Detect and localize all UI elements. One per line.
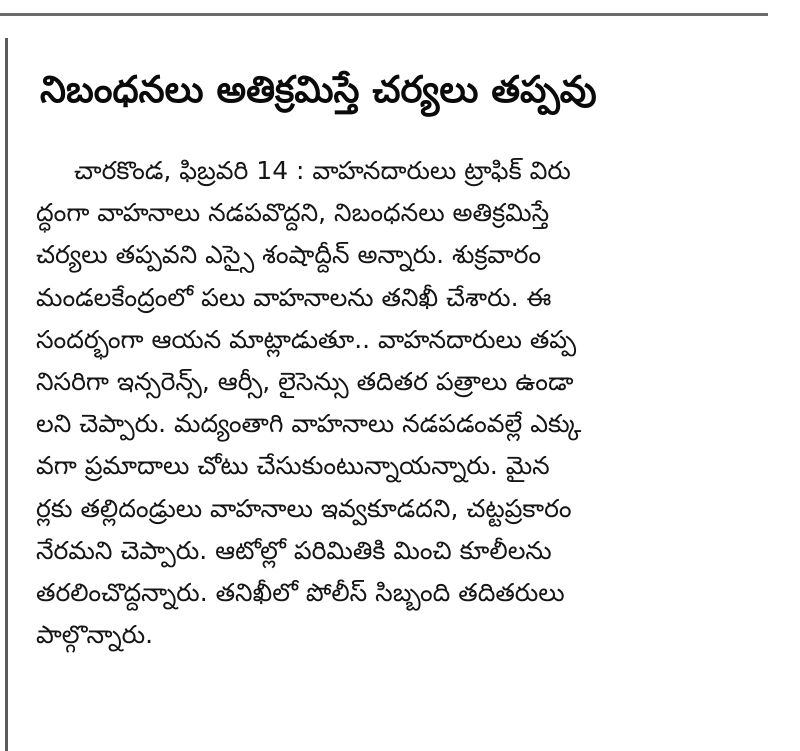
- body-line: ర్లకు తల్లిదండ్రులు వాహనాలు ఇవ్వకూడదని, చట్టప్రకారం: [36, 493, 572, 523]
- body-line: మండలకేంద్రంలో పలు వాహనాలను తనిఖీ చేశారు. ఈ: [36, 282, 552, 312]
- body-line: ద్ధంగా వాహనాలు నడపవొద్దని, నిబంధనలు అతిక్రమిస్తే: [36, 198, 550, 228]
- article-body: [36, 150, 776, 656]
- top-rule: [0, 13, 768, 16]
- column-rule: [5, 38, 8, 751]
- body-line: తరలించొద్దన్నారు. తనిఖీలో పోలీస్ సిబ్బంది తదితరులు: [36, 577, 565, 607]
- body-line: నేరమని చెప్పారు. ఆటోల్లో పరిమితికి మించి కూలీలను: [36, 535, 552, 565]
- article-headline: నిబంధనలు అతిక్రమిస్తే చర్యలు తప్పవు: [40, 68, 597, 111]
- body-line: చారకొండ, ఫిబ్రవరి 14 : వాహనదారులు ట్రాఫిక్ విరు: [74, 156, 571, 185]
- body-line: సందర్భంగా ఆయన మాట్లాడుతూ.. వాహనదారులు తప్ప: [36, 324, 577, 354]
- body-line: వగా ప్రమాదాలు చోటు చేసుకుంటున్నాయన్నారు. మైన: [36, 451, 550, 481]
- body-line: పాల్గొన్నారు.: [36, 620, 154, 650]
- body-line: చర్యలు తప్పవని ఎస్సై శంషాద్దీన్ అన్నారు. శుక్రవారం: [36, 240, 542, 270]
- body-line: నిసరిగా ఇన్సరెన్స్, ఆర్సీ, లైసెన్సు తదితర పత్రాలు ఉండా: [36, 366, 574, 396]
- body-line: లని చెప్పారు. మద్యంతాగి వాహనాలు నడపడంవల్లే ఎక్కు: [36, 409, 582, 439]
